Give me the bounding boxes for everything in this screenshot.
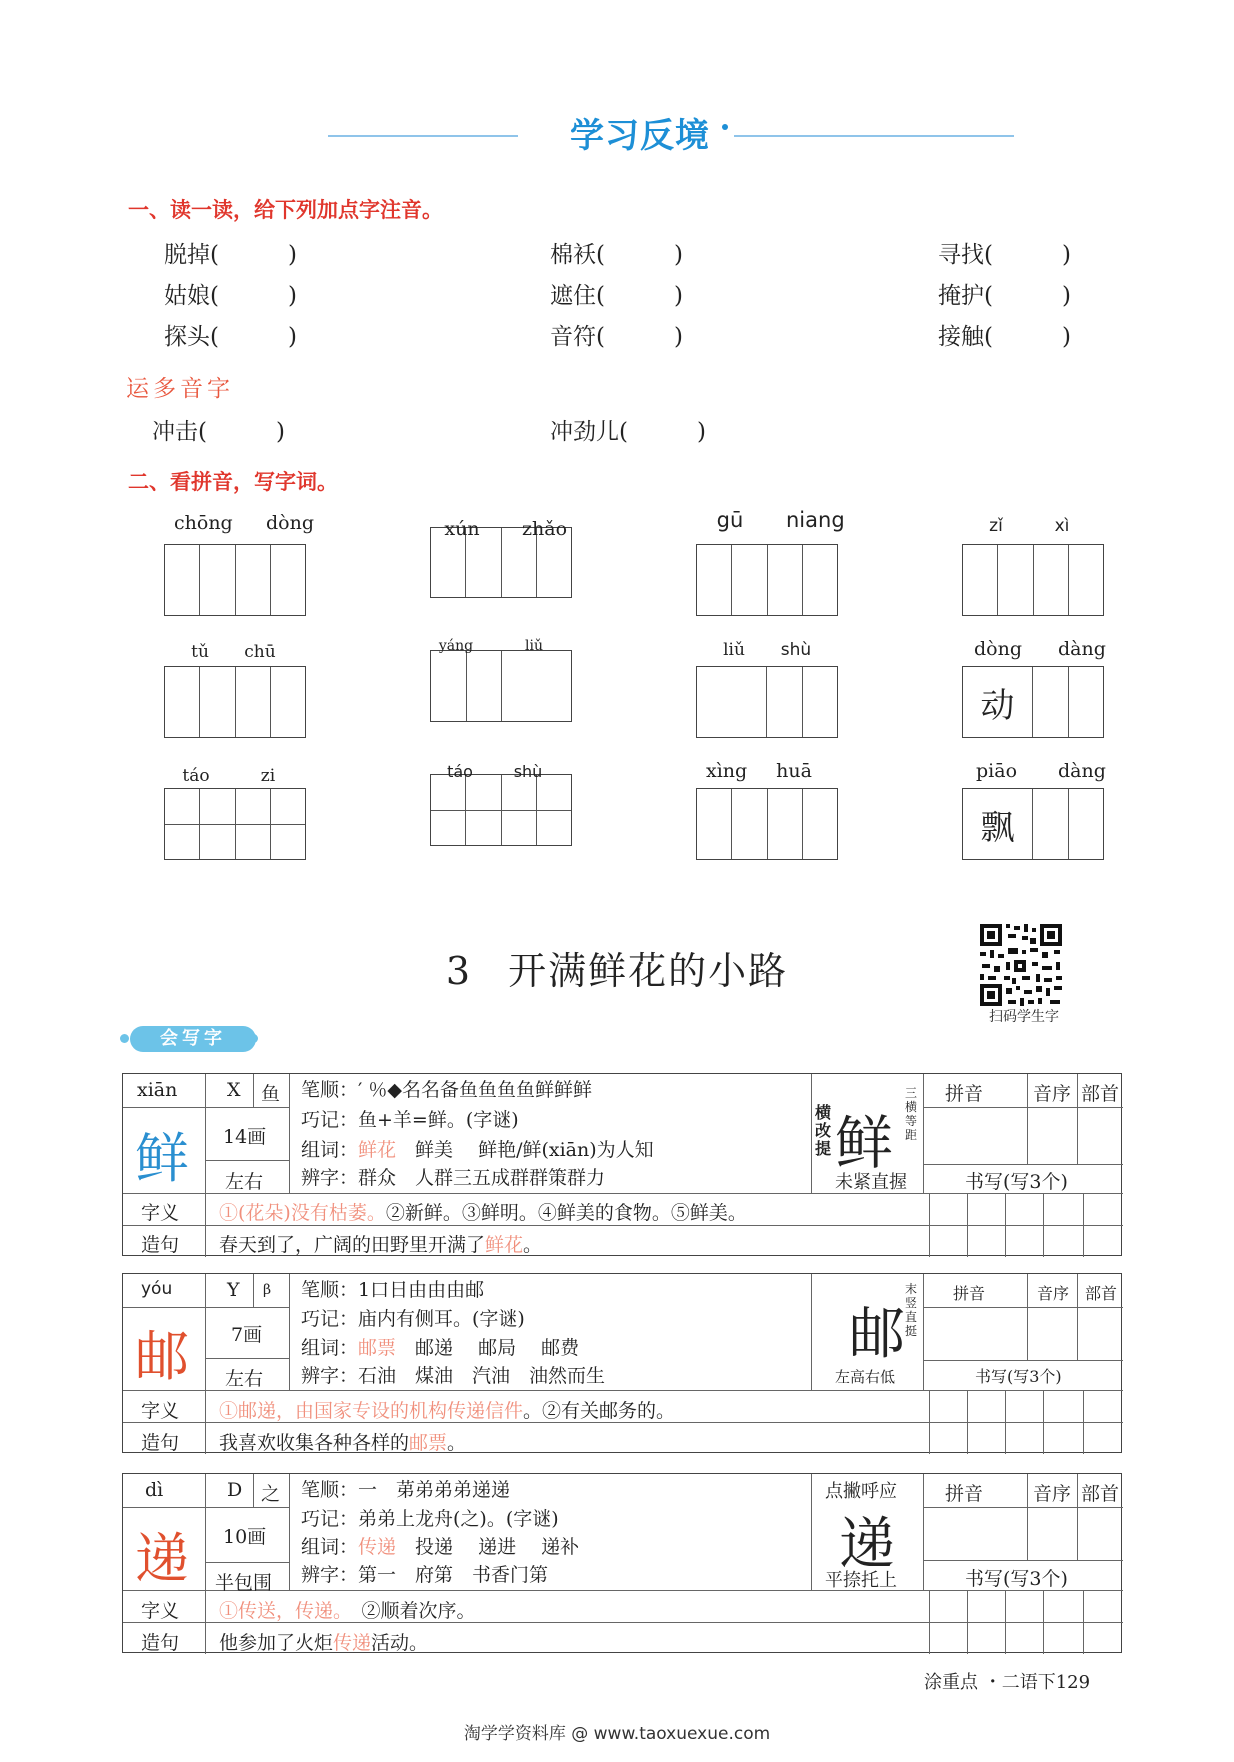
pinyin-label: yáng xyxy=(438,638,474,654)
writing-tip-bottom: 平捺托上 xyxy=(825,1570,897,1591)
writing-cell[interactable] xyxy=(236,545,271,615)
stroke-order: 笔顺：′ ％◆名名备鱼鱼鱼鱼鲜鲜鲜 xyxy=(301,1079,592,1101)
writing-cell[interactable] xyxy=(236,789,271,824)
phonetic-item[interactable]: 音符( ) xyxy=(550,324,683,350)
writing-cell[interactable] xyxy=(537,811,571,846)
stroke-order: 笔顺：1口日由由由邮 xyxy=(301,1279,485,1301)
writing-cell[interactable] xyxy=(803,545,837,615)
writing-tip-right: 末竖直挺 xyxy=(905,1282,918,1338)
phonetic-item[interactable]: 遮住( ) xyxy=(550,283,683,309)
meaning-text: ①传送，传递。 ②顺着次序。 xyxy=(219,1600,476,1622)
pinyin-label: xì xyxy=(1054,516,1070,536)
writing-cell[interactable] xyxy=(271,667,305,737)
writing-tip-left: 横改提 xyxy=(815,1103,832,1158)
badge-dot xyxy=(120,1034,129,1043)
section1-heading: 一、读一读，给下列加点字注音。 xyxy=(128,198,443,222)
footer-watermark[interactable]: 淘学学资料库 @ www.taoxuexue.com xyxy=(463,1724,771,1744)
card-strokes: 10画 xyxy=(223,1526,267,1548)
card-structure: 左右 xyxy=(225,1171,264,1193)
page-title: 学习反境 xyxy=(570,116,710,156)
writing-grid[interactable] xyxy=(962,666,1104,738)
word-list: 组词：传递 投递 递进 递补 xyxy=(301,1536,580,1558)
pinyin-label: táo xyxy=(182,766,210,786)
phonetic-item[interactable]: 探头( ) xyxy=(164,324,297,350)
table-header-radical: 部首 xyxy=(1081,1483,1120,1505)
pinyin-label: piāo xyxy=(976,760,1018,782)
card-letter: Y xyxy=(227,1279,240,1301)
writing-cell[interactable] xyxy=(1034,545,1069,615)
phonetic-item[interactable]: 接触( ) xyxy=(938,324,1071,350)
compare-chars: 辨字：第一 府第 书香门第 xyxy=(301,1564,549,1586)
section2-heading: 二、看拼音，写字词。 xyxy=(128,470,338,494)
card-char: 邮 xyxy=(135,1325,189,1388)
writing-cell[interactable] xyxy=(200,789,235,824)
pinyin-label: dòng xyxy=(266,512,315,534)
meaning-label: 字义 xyxy=(141,1400,180,1422)
card-structure: 左右 xyxy=(225,1368,264,1390)
pinyin-group xyxy=(430,638,572,722)
card-pinyin: yóu xyxy=(141,1279,173,1299)
header-line-left xyxy=(328,135,518,137)
card-radical: 之 xyxy=(261,1483,281,1505)
compare-chars: 辨字：群众 人群三五成群群策群力 xyxy=(301,1167,606,1189)
writing-cell[interactable] xyxy=(767,667,803,737)
pinyin-group xyxy=(430,762,572,846)
qr-code-icon[interactable] xyxy=(978,922,1064,1008)
pinyin-label: dàng xyxy=(1058,760,1106,782)
writing-cell[interactable] xyxy=(768,789,803,859)
table-header-order: 音序 xyxy=(1037,1284,1070,1303)
char-card xyxy=(122,1473,1122,1653)
page-footer: 涂重点 ・二语下129 xyxy=(924,1672,1091,1693)
writing-cell[interactable] xyxy=(271,789,305,824)
writing-cell[interactable] xyxy=(803,667,838,737)
card-structure: 半包围 xyxy=(215,1572,273,1594)
writing-cell[interactable] xyxy=(732,789,767,859)
pinyin-label: tǔ xyxy=(191,642,209,662)
pinyin-label: niang xyxy=(786,508,845,532)
meaning-label: 字义 xyxy=(141,1202,180,1224)
writing-tip-top: 点撇呼应 xyxy=(825,1481,897,1502)
card-char: 递 xyxy=(135,1527,189,1590)
writing-tip-right: 三横等距 xyxy=(905,1086,918,1142)
compare-chars: 辨字：石油 煤油 汽油 油然而生 xyxy=(301,1365,606,1387)
table-header-radical: 部首 xyxy=(1085,1284,1118,1303)
writing-cell[interactable] xyxy=(200,825,235,860)
writing-grid[interactable] xyxy=(164,666,306,738)
writing-cell[interactable] xyxy=(697,789,732,859)
writing-cell[interactable] xyxy=(697,545,732,615)
pinyin-label: liǔ xyxy=(525,638,543,654)
write-label: 书写(写3个) xyxy=(975,1367,1062,1386)
meaning-text: ①邮递，由国家专设的机构传递信件。②有关邮务的。 xyxy=(219,1400,676,1422)
polyphonic-heading: 运多音字 xyxy=(126,376,234,402)
pinyin-group xyxy=(962,516,1104,616)
pinyin-label: xún xyxy=(444,518,480,540)
card-letter: X xyxy=(227,1079,241,1101)
card-letter: D xyxy=(227,1479,243,1501)
char-card xyxy=(122,1073,1122,1256)
writing-cell[interactable] xyxy=(1069,667,1104,737)
sentence-text: 我喜欢收集各种各样的邮票。 xyxy=(219,1432,467,1454)
pinyin-label: dòng xyxy=(974,638,1023,660)
pinyin-group xyxy=(696,640,838,738)
writing-cell[interactable] xyxy=(1033,789,1069,859)
pinyin-group xyxy=(164,512,315,616)
pinyin-label: liǔ xyxy=(723,640,745,660)
sentence-label: 造句 xyxy=(141,1234,180,1256)
badge-dot xyxy=(249,1034,258,1043)
pinyin-group xyxy=(962,638,1104,738)
writing-cell[interactable] xyxy=(431,811,466,846)
sentence-label: 造句 xyxy=(141,1432,180,1454)
mnemonic: 巧记：鱼+羊=鲜。(字谜) xyxy=(301,1109,519,1131)
phonetic-item[interactable]: 掩护( ) xyxy=(938,283,1071,309)
pinyin-label: zhǎo xyxy=(522,518,568,540)
pinyin-label: zi xyxy=(260,766,276,786)
mnemonic: 巧记：弟弟上龙舟(之)。(字谜) xyxy=(301,1508,559,1530)
pinyin-group xyxy=(164,766,306,860)
sentence-label: 造句 xyxy=(141,1632,180,1654)
mnemonic: 巧记：庙内有侧耳。(字谜) xyxy=(301,1308,525,1330)
pinyin-label: chōng xyxy=(174,512,233,534)
sentence-text: 春天到了，广阔的田野里开满了鲜花。 xyxy=(219,1234,543,1256)
card-radical: β xyxy=(263,1282,272,1298)
prefilled-cell: 动 xyxy=(963,667,1033,737)
writing-tip-bottom: 左高右低 xyxy=(835,1368,896,1386)
card-char: 鲜 xyxy=(135,1127,189,1190)
writing-cell[interactable] xyxy=(200,545,235,615)
lesson-name: 开满鲜花的小路 xyxy=(508,949,789,993)
word-list: 组词：鲜花 鲜美 鲜艳/鲜(xiān)为人知 xyxy=(301,1139,654,1161)
lesson-number: 3 xyxy=(445,949,473,993)
card-strokes: 14画 xyxy=(223,1126,267,1148)
writing-grid[interactable] xyxy=(696,666,838,738)
pinyin-label: chū xyxy=(244,642,276,662)
writing-cell[interactable] xyxy=(963,545,998,615)
card-pinyin: xiān xyxy=(137,1079,178,1101)
write-label: 书写(写3个) xyxy=(965,1568,1068,1590)
qr-caption: 扫码学生字 xyxy=(989,1009,1059,1025)
writing-cell[interactable] xyxy=(502,811,537,846)
phonetic-item[interactable]: 棉袄( ) xyxy=(550,242,683,268)
writing-cell[interactable] xyxy=(165,825,200,860)
pinyin-label: táo xyxy=(447,762,473,781)
phonetic-item[interactable]: 寻找( ) xyxy=(938,242,1071,268)
writing-cell[interactable] xyxy=(165,667,200,737)
card-strokes: 7画 xyxy=(231,1324,263,1346)
table-header-radical: 部首 xyxy=(1081,1083,1120,1105)
calligraphy-char: 鲜 xyxy=(835,1109,894,1177)
writing-cell[interactable] xyxy=(200,667,235,737)
writing-cell[interactable] xyxy=(732,545,767,615)
header-dot xyxy=(722,124,728,130)
writing-cell[interactable] xyxy=(165,545,200,615)
calligraphy-char: 递 xyxy=(839,1512,895,1577)
writing-grid[interactable] xyxy=(696,788,838,860)
header-line-right xyxy=(734,135,1014,137)
section-badge: 会写字 xyxy=(130,1026,256,1052)
writing-cell[interactable] xyxy=(271,545,305,615)
writing-tip-bottom: 未紧直握 xyxy=(835,1172,907,1193)
card-radical: 鱼 xyxy=(261,1083,281,1105)
phonetic-item[interactable]: 姑娘( ) xyxy=(164,283,297,309)
writing-cell[interactable] xyxy=(768,545,803,615)
pinyin-group xyxy=(696,508,845,616)
char-card xyxy=(122,1273,1122,1453)
pinyin-group xyxy=(962,760,1104,860)
writing-cell[interactable] xyxy=(697,667,767,737)
word-list: 组词：邮票 邮递 邮局 邮费 xyxy=(301,1337,580,1359)
phonetic-item[interactable]: 脱掉( ) xyxy=(164,242,297,268)
pinyin-label: shù xyxy=(780,640,812,660)
table-header-pinyin: 拼音 xyxy=(945,1483,984,1505)
stroke-order: 笔顺：一 苐弟弟弟递递 xyxy=(301,1479,511,1501)
calligraphy-char: 邮 xyxy=(849,1302,905,1367)
writing-grid[interactable] xyxy=(962,788,1104,860)
writing-cell[interactable] xyxy=(271,825,305,860)
writing-cell[interactable] xyxy=(236,667,271,737)
writing-cell[interactable] xyxy=(1069,789,1104,859)
polyphonic-item[interactable]: 冲劲儿( ) xyxy=(550,419,706,445)
prefilled-cell: 飘 xyxy=(963,789,1033,859)
writing-grid[interactable] xyxy=(696,544,838,616)
pinyin-label: zǐ xyxy=(989,516,1003,536)
pinyin-group xyxy=(696,760,838,860)
writing-cell[interactable] xyxy=(803,789,837,859)
pinyin-label: shù xyxy=(513,762,543,781)
table-header-order: 音序 xyxy=(1033,1483,1072,1505)
writing-cell[interactable] xyxy=(236,825,271,860)
pinyin-label: huā xyxy=(776,760,812,782)
table-header-order: 音序 xyxy=(1033,1083,1072,1105)
writing-cell[interactable] xyxy=(1033,667,1069,737)
writing-cell[interactable] xyxy=(1069,545,1103,615)
write-label: 书写(写3个) xyxy=(965,1171,1068,1193)
sentence-text: 他参加了火炬传递活动。 xyxy=(219,1632,429,1654)
meaning-text: ①(花朵)没有枯萎。②新鲜。③鲜明。④鲜美的食物。⑤鲜美。 xyxy=(219,1202,747,1224)
polyphonic-item[interactable]: 冲击( ) xyxy=(152,419,285,445)
writing-grid[interactable] xyxy=(164,788,306,860)
pinyin-label: gū xyxy=(716,508,744,532)
table-header-pinyin: 拼音 xyxy=(945,1083,984,1105)
writing-grid[interactable] xyxy=(962,544,1104,616)
writing-cell[interactable] xyxy=(998,545,1033,615)
pinyin-group xyxy=(164,642,306,738)
table-header-pinyin: 拼音 xyxy=(953,1284,986,1303)
pinyin-label: dàng xyxy=(1058,638,1106,660)
writing-grid[interactable] xyxy=(164,544,306,616)
pinyin-label: xìng xyxy=(706,760,748,782)
pinyin-group xyxy=(430,518,572,598)
meaning-label: 字义 xyxy=(141,1600,180,1622)
writing-cell[interactable] xyxy=(165,789,200,824)
card-pinyin: dì xyxy=(145,1479,164,1501)
writing-cell[interactable] xyxy=(466,811,501,846)
